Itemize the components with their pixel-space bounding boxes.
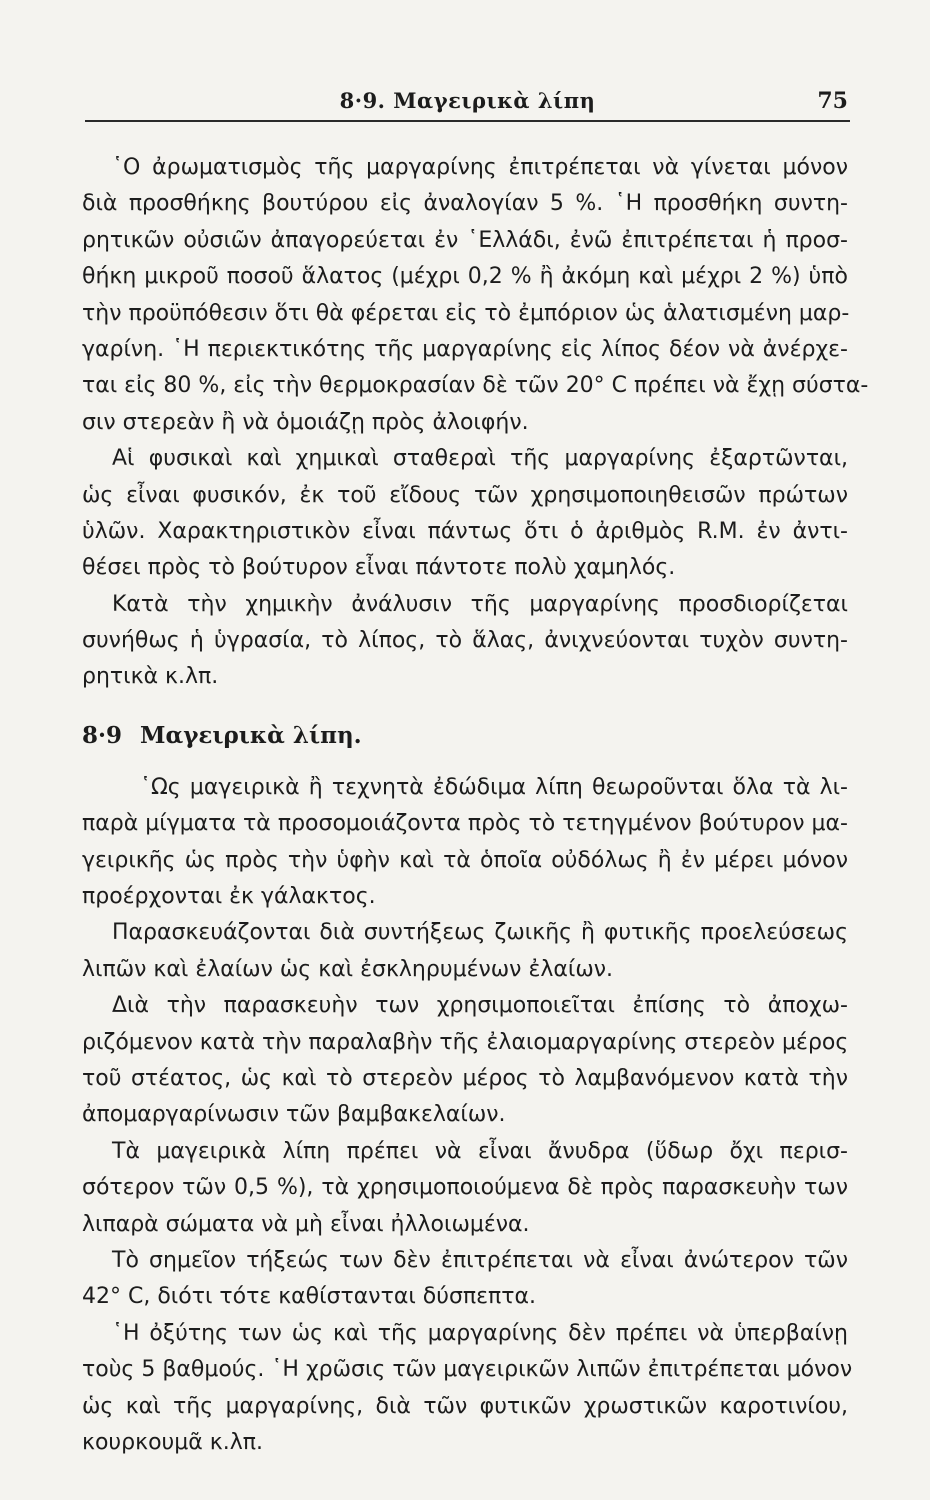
header-rule — [85, 120, 850, 122]
page-number: 75 — [817, 88, 848, 114]
text-line: σότερον τῶν 0,5 %), τὰ χρησιμοποιούμενα δὲ πρὸς παρασκευὴν των — [82, 1175, 848, 1201]
text-line: θέσει πρὸς τὸ βούτυρον εἶναι πάντοτε πολὺ χαμηλός. — [82, 555, 676, 581]
text-line: ριζόμενον κατὰ τὴν παραλαβὴν τῆς ἐλαιομαργαρίνης στερεὸν μέρος — [82, 1029, 849, 1055]
section-title: Μαγειρικὰ λίπη. — [140, 721, 362, 749]
section-heading — [82, 716, 848, 756]
text-line: θήκη μικροῦ ποσοῦ ἅλατος (μέχρι 0,2 % ἢ ἀκόμη καὶ μέχρι 2 %) ὑπὸ — [82, 264, 848, 290]
text-line: Αἱ φυσικαὶ καὶ χημικαὶ σταθεραὶ τῆς μαργαρίνης ἐξαρτῶνται, — [112, 446, 848, 472]
text-line: ἀπομαργαρίνωσιν τῶν βαμβακελαίων. — [82, 1102, 506, 1128]
text-line: διὰ προσθήκης βουτύρου εἰς ἀναλογίαν 5 %. ῾Η προσθήκη συντη- — [82, 191, 848, 217]
text-line: ται εἰς 80 %, εἰς τὴν θερμοκρασίαν δὲ τῶν 20° C πρέπει νὰ ἔχῃ σύστα- — [82, 373, 869, 399]
text-line: ὡς εἶναι φυσικόν, ἐκ τοῦ εἴδους τῶν χρησιμοποιηθεισῶν πρώτων — [82, 482, 848, 508]
paragraph — [82, 770, 848, 916]
text-line: σιν στερεὰν ἢ νὰ ὁμοιάζῃ πρὸς ἀλοιφήν. — [82, 409, 529, 435]
text-line: ρητικὰ κ.λπ. — [82, 664, 219, 690]
text-line: Τὰ μαγειρικὰ λίπη πρέπει νὰ εἶναι ἄνυδρα (ὕδωρ ὄχι περισ- — [112, 1138, 848, 1164]
text-line: ῾Ως μαγειρικὰ ἢ τεχνητὰ ἐδώδιμα λίπη θεωροῦνται ὅλα τὰ λι- — [140, 774, 848, 800]
body-text — [82, 150, 869, 1461]
text-line: γαρίνη. ῾Η περιεκτικότης τῆς μαργαρίνης εἰς λίπος δέον νὰ ἀνέρχε- — [82, 336, 848, 362]
text-line: λιπαρὰ σώματα νὰ μὴ εἶναι ἠλλοιωμένα. — [82, 1211, 530, 1237]
text-line: συνήθως ἡ ὑγρασία, τὸ λίπος, τὸ ἅλας, ἀνιχνεύονται τυχὸν συντη- — [82, 628, 848, 654]
text-line: ὡς καὶ τῆς μαργαρίνης, διὰ τῶν φυτικῶν χρωστικῶν καροτινίου, — [82, 1393, 848, 1419]
paragraph — [82, 1243, 848, 1316]
text-line: γειρικῆς ὡς πρὸς τὴν ὑφὴν καὶ τὰ ὁποῖα οὐδόλως ἢ ἐν μέρει μόνον — [82, 847, 848, 873]
text-line: Διὰ τὴν παρασκευὴν των χρησιμοποιεῖται ἐπίσης τὸ ἀποχω- — [112, 993, 848, 1019]
paragraph — [82, 915, 848, 988]
paragraph — [82, 1134, 848, 1243]
running-title: 8·9. Μαγειρικὰ λίπη — [339, 88, 596, 113]
text-line: Κατὰ τὴν χημικὴν ἀνάλυσιν τῆς μαργαρίνης προσδιορίζεται — [112, 591, 848, 617]
paragraph — [82, 150, 869, 441]
text-line: παρὰ μίγματα τὰ προσομοιάζοντα πρὸς τὸ τετηγμένον βούτυρον μα- — [82, 811, 848, 837]
text-line: λιπῶν καὶ ἐλαίων ὡς καὶ ἐσκληρυμένων ἐλαίων. — [82, 956, 614, 982]
section-number: 8·9 — [82, 721, 123, 749]
text-line: προέρχονται ἐκ γάλακτος. — [82, 884, 376, 910]
text-line: ῾Ο ἀρωματισμὸς τῆς μαργαρίνης ἐπιτρέπεται νὰ γίνεται μόνον — [112, 155, 848, 180]
paragraph — [82, 1316, 853, 1462]
text-line: ῾Η ὀξύτης των ὡς καὶ τῆς μαργαρίνης δὲν πρέπει νὰ ὑπερβαίνῃ — [112, 1320, 848, 1346]
text-line: Τὸ σημεῖον τήξεώς των δὲν ἐπιτρέπεται νὰ εἶναι ἀνώτερον τῶν — [112, 1247, 848, 1273]
paragraph — [82, 587, 848, 696]
text-line: ρητικῶν οὐσιῶν ἀπαγορεύεται ἐν ῾Ελλάδι, ἐνῶ ἐπιτρέπεται ἡ προσ- — [82, 227, 848, 253]
text-line: Παρασκευάζονται διὰ συντήξεως ζωικῆς ἢ φυτικῆς προελεύσεως — [112, 920, 848, 946]
text-line: ὑλῶν. Χαρακτηριστικὸν εἶναι πάντως ὅτι ὁ ἀριθμὸς R.M. ἐν ἀντι- — [82, 518, 848, 544]
text-line: κουρκουμᾶ κ.λπ. — [82, 1429, 263, 1455]
paragraph — [82, 988, 848, 1134]
paragraph — [82, 441, 848, 587]
text-line: τοὺς 5 βαθμούς. ῾Η χρῶσις τῶν μαγειρικῶν λιπῶν ἐπιτρέπεται μόνον — [82, 1357, 853, 1383]
running-header — [85, 88, 850, 124]
text-line: τοῦ στέατος, ὡς καὶ τὸ στερεὸν μέρος τὸ λαμβανόμενον κατὰ τὴν — [82, 1065, 848, 1091]
text-line: 42° C, διότι τότε καθίστανται δύσπεπτα. — [82, 1284, 537, 1310]
text-line: τὴν προϋπόθεσιν ὅτι θὰ φέρεται εἰς τὸ ἐμπόριον ὡς ἁλατισμένη μαρ- — [82, 300, 850, 326]
